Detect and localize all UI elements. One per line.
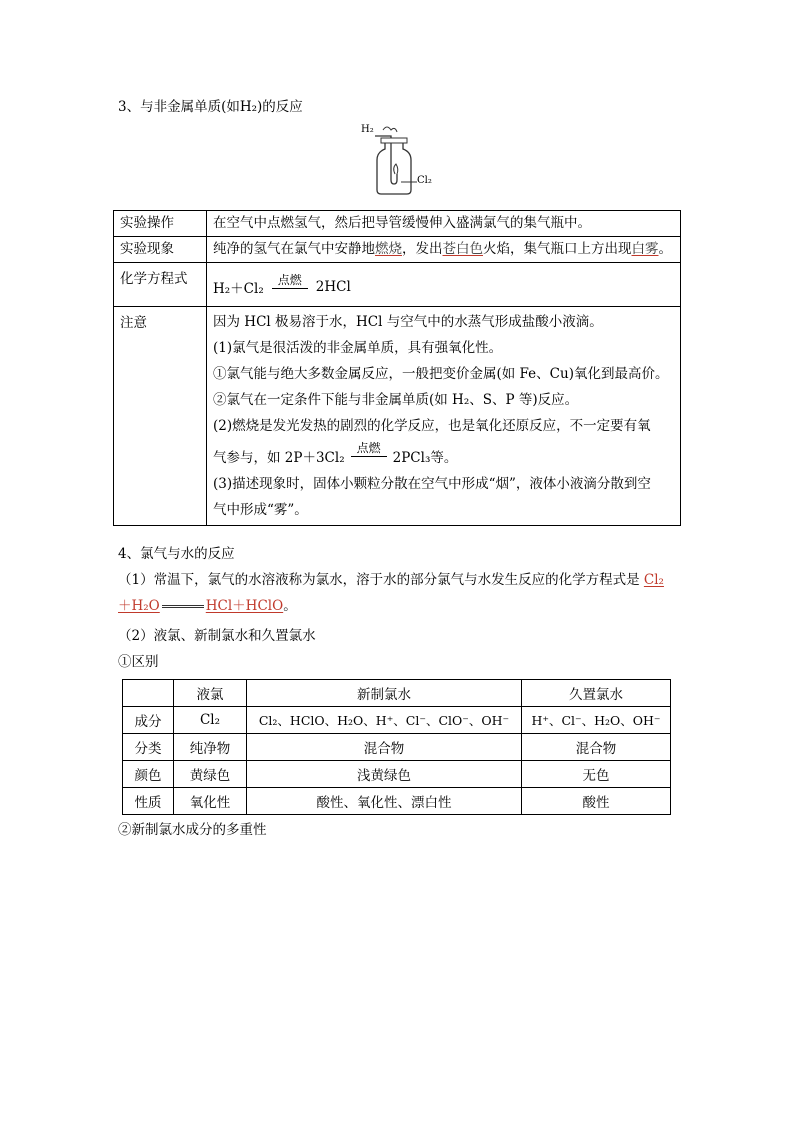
p1-end: 。 <box>283 598 297 614</box>
op-text: 在空气中点燃氢气，然后把导管缓慢伸入盛满氯气的集气瓶中。 <box>207 211 681 237</box>
eq-label: 化学方程式 <box>114 263 207 307</box>
section-3-heading: 3、与非金属单质(如H₂)的反应 <box>118 99 303 115</box>
table-cell: 分类 <box>123 734 174 761</box>
equals-arrow-icon <box>162 605 204 608</box>
ph-text-4: 。 <box>658 241 672 257</box>
table-cell: 氧化性 <box>174 788 247 815</box>
p1-eq-c: HCl＋HClO <box>205 598 284 614</box>
note-label: 注意 <box>114 307 207 526</box>
table-row <box>123 788 671 815</box>
chemical-equation <box>213 265 351 297</box>
section-4-paragraph-1 <box>118 568 678 592</box>
table-header-cell: 久置氯水 <box>522 680 671 707</box>
ph-text-2: ，发出 <box>402 241 443 257</box>
note-line: (2)燃烧是发光发热的剧烈的化学反应，也是氧化还原反应，不一定要有氧 <box>213 418 651 434</box>
blank-pale-white: 苍白色 <box>442 241 483 257</box>
label-cl2: Cl₂ <box>417 175 432 186</box>
table-header-cell <box>123 680 174 707</box>
table-cell: Cl₂、HClO、H₂O、H⁺、Cl⁻、ClO⁻、OH⁻ <box>247 707 522 734</box>
table-row <box>114 307 681 526</box>
eq-condition <box>272 274 308 289</box>
table-header-cell: 新制氯水 <box>247 680 522 707</box>
apparatus-figure <box>355 122 445 198</box>
table-header-row <box>123 680 671 707</box>
table-cell: 纯净物 <box>174 734 247 761</box>
table-cell: 酸性、氧化性、漂白性 <box>247 788 522 815</box>
eq-right: 2HCl <box>315 279 351 295</box>
experiment-table <box>113 210 681 526</box>
table-row <box>114 263 681 307</box>
subheading-multiplicity: ②新制氯水成分的多重性 <box>118 822 267 838</box>
table-header-cell: 液氯 <box>174 680 247 707</box>
blank-burn: 燃烧 <box>375 241 402 257</box>
eq-left: H₂＋Cl₂ <box>213 281 264 297</box>
table-cell: Cl₂ <box>174 707 247 734</box>
section-4-heading: 4、氯气与水的反应 <box>118 546 235 562</box>
section-4-paragraph-1-cont <box>118 594 297 618</box>
blank-white-mist: 白雾 <box>631 241 659 257</box>
note-6b: 2PCl₃等。 <box>392 450 458 466</box>
table-row <box>114 237 681 263</box>
chlorine-water-table <box>122 679 671 815</box>
ph-label: 实验现象 <box>114 237 207 263</box>
subheading-distinguish: ①区别 <box>118 654 159 670</box>
table-cell: 颜色 <box>123 761 174 788</box>
note-line: ②氯气在一定条件下能与非金属单质(如 H₂、S、P 等)反应。 <box>213 392 579 408</box>
note-line: 因为 HCl 极易溶于水，HCl 与空气中的水蒸气形成盐酸小液滴。 <box>213 314 603 330</box>
table-row <box>123 707 671 734</box>
ph-text-3: 火焰，集气瓶口上方出现 <box>483 241 632 257</box>
ph-text <box>207 237 681 263</box>
note-line: (3)描述现象时，固体小颗粒分散在空气中形成“烟”，液体小液滴分散到空 <box>213 476 651 492</box>
p1-eq-a: Cl₂ <box>643 572 664 588</box>
note-6-condition <box>351 442 387 457</box>
op-label: 实验操作 <box>114 211 207 237</box>
table-cell: 性质 <box>123 788 174 815</box>
p1-eq-b: ＋H₂O <box>118 598 160 614</box>
table-cell: H⁺、Cl⁻、H₂O、OH⁻ <box>522 707 671 734</box>
p1-text: （1）常温下，氯气的水溶液称为氯水，溶于水的部分氯气与水发生反应的化学方程式是 <box>118 572 640 588</box>
note-6-cond-text: 点燃 <box>356 441 381 455</box>
note-6a: 气参与，如 2P＋3Cl₂ <box>213 450 345 466</box>
label-h2: H₂ <box>361 124 374 135</box>
eq-cond-text: 点燃 <box>277 272 302 287</box>
note-cell <box>207 307 681 526</box>
table-row <box>123 761 671 788</box>
ph-text-1: 纯净的氢气在氯气中安静地 <box>213 241 375 257</box>
table-cell: 黄绿色 <box>174 761 247 788</box>
table-cell: 浅黄绿色 <box>247 761 522 788</box>
eq-cell <box>207 263 681 307</box>
note-line <box>213 439 674 471</box>
note-line: 气中形成“雾”。 <box>213 502 308 518</box>
section-4-paragraph-2: （2）液氯、新制氯水和久置氯水 <box>118 628 316 644</box>
table-row <box>114 211 681 237</box>
table-cell: 混合物 <box>247 734 522 761</box>
table-cell: 混合物 <box>522 734 671 761</box>
table-cell: 无色 <box>522 761 671 788</box>
table-cell: 成分 <box>123 707 174 734</box>
table-row <box>123 734 671 761</box>
table-cell: 酸性 <box>522 788 671 815</box>
note-line: (1)氯气是很活泼的非金属单质，具有强氧化性。 <box>213 340 503 356</box>
note-line: ①氯气能与绝大多数金属反应，一般把变价金属(如 Fe、Cu)氧化到最高价。 <box>213 366 669 382</box>
